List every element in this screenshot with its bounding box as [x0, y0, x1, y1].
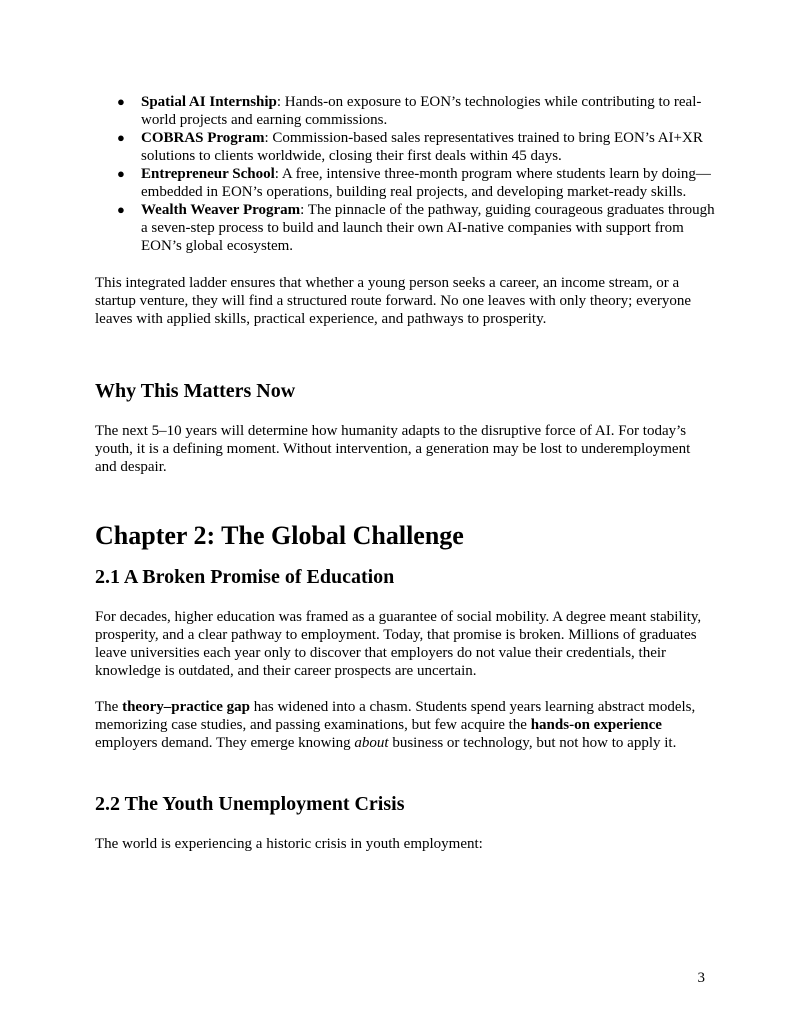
bullet-icon: ● — [117, 130, 125, 145]
section-21-paragraph-2 — [95, 698, 715, 752]
bullet-icon: ● — [117, 166, 125, 181]
bullet-text: : A free, intensive three-month program where students learn by doing—embedded in EON’s operations, building real projects, and developing market-ready skills. — [141, 166, 711, 200]
bullet-term: Wealth Weaver Program — [141, 202, 301, 218]
section-21-paragraph-1: For decades, higher education was framed as a guarantee of social mobility. A degree meant stability, prosperity, and a clear pathway to employment. Today, that promise is broken. Millions of graduates leave universities each year only to discover that employers do not value their credentials, their knowledge is outdated, and their career prospects are uncertain. — [95, 609, 702, 679]
text-run: has widened into a chasm. Students spend years learning abstract models, memorizing case studies, and passing examinations, but few acquire the — [95, 699, 696, 733]
text-run: The — [95, 699, 123, 715]
bullet-term: Spatial AI Internship — [141, 94, 277, 110]
document-page — [95, 93, 715, 853]
section-21-heading: 2.1 A Broken Promise of Education — [95, 566, 395, 588]
why-heading: Why This Matters Now — [95, 380, 296, 402]
bullet-text: : Commission-based sales representatives trained to bring EON’s AI+XR solutions to clients worldwide, closing their first deals within 45 days. — [141, 130, 703, 164]
list-item — [117, 165, 715, 201]
bullet-icon: ● — [117, 94, 125, 109]
bullet-text: : The pinnacle of the pathway, guiding courageous graduates through a seven-step process to build and launch their own AI-native companies with support from EON’s global ecosystem. — [141, 202, 715, 254]
chapter-heading: Chapter 2: The Global Challenge — [95, 521, 464, 550]
section-22-heading: 2.2 The Youth Unemployment Crisis — [95, 793, 405, 815]
bullet-icon: ● — [117, 202, 125, 217]
text-run: employers demand. They emerge knowing — [95, 735, 355, 751]
bullet-term: COBRAS Program — [141, 130, 265, 146]
italic-phrase: about — [354, 735, 389, 751]
text-run: business or technology, but not how to apply it. — [388, 735, 677, 751]
page-number: 3 — [697, 970, 705, 986]
bullet-term: Entrepreneur School — [141, 166, 275, 182]
bold-phrase: hands-on experience — [530, 717, 662, 733]
program-bullet-list — [95, 93, 715, 255]
list-item — [117, 129, 715, 165]
list-item — [117, 93, 715, 129]
ladder-paragraph: This integrated ladder ensures that whether a young person seeks a career, an income stream, or a startup venture, they will find a structured route forward. No one leaves with only theory; everyone leaves with applied skills, practical experience, and pathways to prosperity. — [95, 275, 692, 327]
bold-phrase: theory–practice gap — [122, 699, 250, 715]
why-paragraph: The next 5–10 years will determine how humanity adapts to the disruptive force of AI. For today’s youth, it is a defining moment. Without intervention, a generation may be lost to underemployment and despair. — [95, 423, 691, 475]
section-22-paragraph: The world is experiencing a historic crisis in youth employment: — [95, 836, 483, 852]
list-item — [117, 201, 715, 255]
bullet-text: : Hands-on exposure to EON’s technologies while contributing to real-world projects and earning commissions. — [141, 94, 702, 128]
